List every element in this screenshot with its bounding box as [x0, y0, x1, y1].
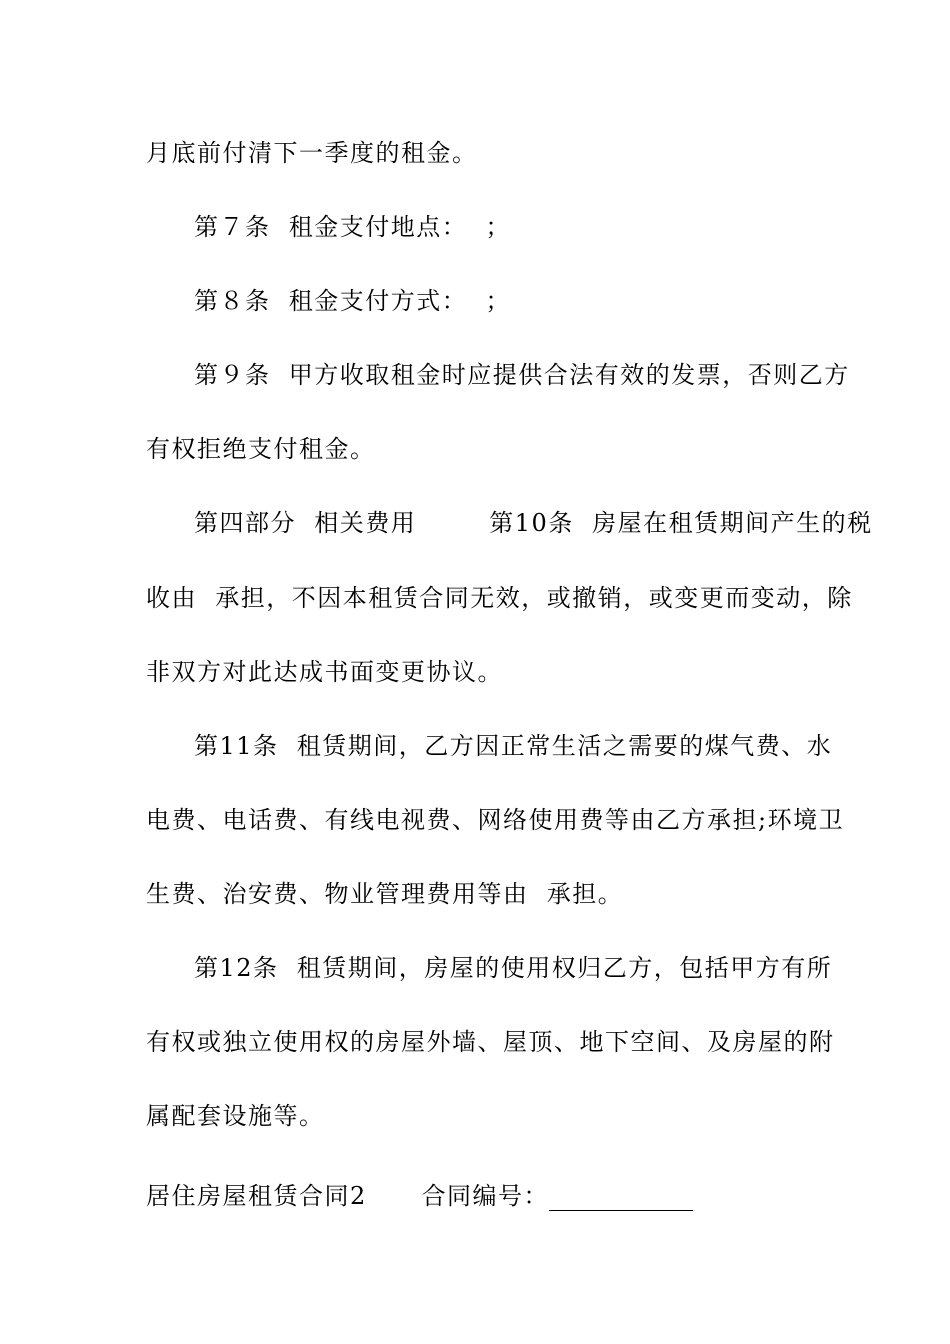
- clause-9-cont: 有权拒绝支付租金。: [146, 435, 376, 463]
- clause-12-cont-1: 有权或独立使用权的房屋外墙、屋顶、地下空间、及房屋的附: [146, 1028, 835, 1056]
- clause-10-cont-2: 非双方对此达成书面变更协议。: [146, 658, 503, 686]
- footer-title: 居住房屋租赁合同2: [146, 1182, 367, 1210]
- contract-no-label: 合同编号：: [421, 1182, 550, 1210]
- contract-footer: [146, 1181, 693, 1211]
- clause-12-cont-2: 属配套设施等。: [146, 1102, 325, 1130]
- clause-11: 第11条 租赁期间，乙方因正常生活之需要的煤气费、水: [194, 732, 833, 760]
- text-line-1: 月底前付清下一季度的租金。: [146, 139, 478, 167]
- clause-11-cont-2: 生费、治安费、物业管理费用等由 承担。: [146, 880, 624, 908]
- contract-no-blank: [549, 1184, 693, 1211]
- clause-10: 第四部分 相关费用 第10条 房屋在租赁期间产生的税: [194, 509, 873, 537]
- clause-8: 第８条 租金支付方式： ；: [194, 287, 512, 315]
- clause-11-cont-1: 电费、电话费、有线电视费、网络使用费等由乙方承担;环境卫: [146, 806, 845, 834]
- clause-9: 第９条 甲方收取租金时应提供合法有效的发票，否则乙方: [194, 361, 850, 389]
- clause-12: 第12条 租赁期间，房屋的使用权归乙方，包括甲方有所: [194, 954, 833, 982]
- clause-7: 第７条 租金支付地点： ；: [194, 213, 512, 241]
- clause-10-cont-1: 收由 承担，不因本租赁合同无效，或撤销，或变更而变动，除: [146, 584, 853, 612]
